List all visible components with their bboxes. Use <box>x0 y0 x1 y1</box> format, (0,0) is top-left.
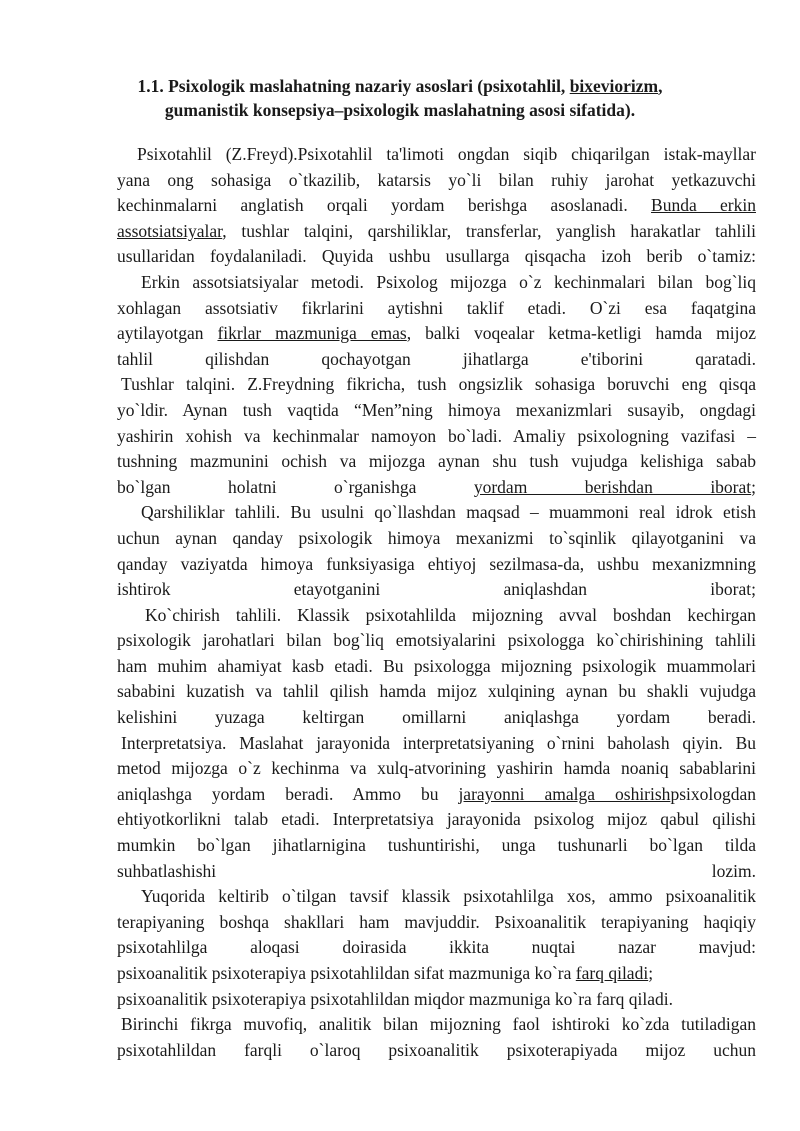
text-line: aytilayotgan fikrlar mazmuniga emas, balki voqealar ketma-ketligi hamda mijoz <box>117 323 756 344</box>
text-line: ehtiyotkorlikni talab etadi. Interpretatsiya jarayonida psixolog mijoz qabul qilishi <box>117 809 756 830</box>
text-line: ishtirok etayotganini aniqlashdan iborat; <box>117 579 756 600</box>
text-line: Ko`chirish tahlili. Klassik psixotahlilda mijozning avval boshdan kechirgan <box>145 604 756 625</box>
text-line: usullaridan foydalaniladi. Quyida ushbu usullarga qisqacha izoh berib o`tamiz: <box>117 246 756 267</box>
text-line: psixotahlildan farqli o`laroq psixoanalitik psixoterapiyada mijoz uchun <box>117 1039 756 1060</box>
text-line: tahlil qilishdan qochayotgan jihatlarga e'tiborini qaratadi. <box>117 348 756 369</box>
text-line: metod mijozga o`z kechinma va xulq-atvorining yashirin hamda noaniq sabablarini <box>117 758 756 779</box>
text-line: ham muhim ahamiyat kasb etadi. Bu psixologga mijozning psixologik muammolari <box>117 655 756 676</box>
text-line: yo`ldir. Aynan tush vaqtida “Men”ning himoya mexanizmlari susayib, ongdagi <box>117 399 756 420</box>
text-line: suhbatlashishi lozim. <box>117 860 756 881</box>
text-line: kelishini yuzaga keltirgan omillarni aniqlashga yordam beradi. <box>117 707 756 728</box>
text-line: kechinmalarni anglatish orqali yordam berishga asoslanadi. Bunda erkin <box>117 195 756 216</box>
text-line: Erkin assotsiatsiyalar metodi. Psixolog mijozga o`z kechinmalari bilan bog`liq <box>141 271 756 292</box>
text-line: yana ong sohasiga o`tkazilib, katarsis yo`li bilan ruhiy jarohat yetkazuvchi <box>117 169 756 190</box>
text-line: qanday vaziyatda himoya funksiyasiga ehtiyoj sezilmasa-da, ushbu mexanizmning <box>117 553 756 574</box>
text-line: Qarshiliklar tahlili. Bu usulni qo`llashdan maqsad – muammoni real idrok etish <box>141 502 756 523</box>
text-line: mumkin bo`lgan jihatlarnigina tushuntirishi, unga tushunarli bo`lgan tilda <box>117 835 756 856</box>
text-line: psixoanalitik psixoterapiya psixotahlildan sifat mazmuniga ko`ra farq qiladi; <box>117 963 654 983</box>
text-line: aniqlashga yordam beradi. Ammo bu jarayonni amalga oshirishpsixologdan <box>117 783 756 804</box>
text-line: psixologik jarohatlari bilan bog`liq emotsiyalarini psixologga ko`chirishining tahlili <box>117 630 756 651</box>
text-line: Psixotahlil (Z.Freyd).Psixotahlil ta'limoti ongdan siqib chiqarilgan istak-mayllar <box>137 144 756 164</box>
heading-underlined-term: bixeviorizm <box>569 76 659 96</box>
text-line: uchun aynan qanday psixologik himoya mexanizmi to`sqinlik qilayotganini va <box>117 527 756 548</box>
text-line: sababini kuzatish va tahlil qilish hamda mijoz xulqining aynan bu shakli vujudga <box>117 681 756 702</box>
text-line: Yuqorida keltirib o`tilgan tavsif klassik psixotahlilga xos, ammo psixoanalitik <box>141 886 756 907</box>
section-heading <box>100 74 700 122</box>
heading-line-2: gumanistik konsepsiya–psixologik maslahatning asosi sifatida). <box>164 100 636 120</box>
text-line: assotsiatsiyalar, tushlar talqini, qarshiliklar, transferlar, yanglish harakatlar tahlili <box>117 220 756 241</box>
text-line: tushning mazmunini ochish va mijozga aynan shu tush vujudga kelishiga sabab <box>117 451 756 472</box>
heading-text: 1.1. Psixologik maslahatning nazariy asoslari (psixotahlil, <box>137 76 570 96</box>
body-text <box>117 142 756 1063</box>
text-line: Interpretatsiya. Maslahat jarayonida interpretatsiyaning o`rnini baholash qiyin. Bu <box>121 732 756 753</box>
heading-line-1 <box>100 74 700 98</box>
text-line: terapiyaning boshqa shakllari ham mavjuddir. Psixoanalitik terapiyaning haqiqiy <box>117 911 756 932</box>
text-line: bo`lgan holatni o`rganishga yordam berishdan iborat; <box>117 476 757 497</box>
text-line: Birinchi fikrga muvofiq, analitik bilan mijozning faol ishtiroki ko`zda tutiladigan <box>121 1014 756 1035</box>
text-line: yashirin xohish va kechinmalar namoyon bo`ladi. Amaliy psixologning vazifasi – <box>117 425 756 446</box>
text-line: psixoanalitik psixoterapiya psixotahlildan miqdor mazmuniga ko`ra farq qiladi. <box>117 988 673 1009</box>
text-line: psixotahlilga aloqasi doirasida ikkita nuqtai nazar mavjud: <box>117 937 756 958</box>
text-line: Tushlar talqini. Z.Freydning fikricha, tush ongsizlik sohasiga boruvchi eng qisqa <box>121 374 756 395</box>
heading-text: , <box>658 76 663 96</box>
text-line: xohlagan assotsiativ fikrlarini aytishni taklif etadi. O`zi esa faqatgina <box>117 297 756 318</box>
